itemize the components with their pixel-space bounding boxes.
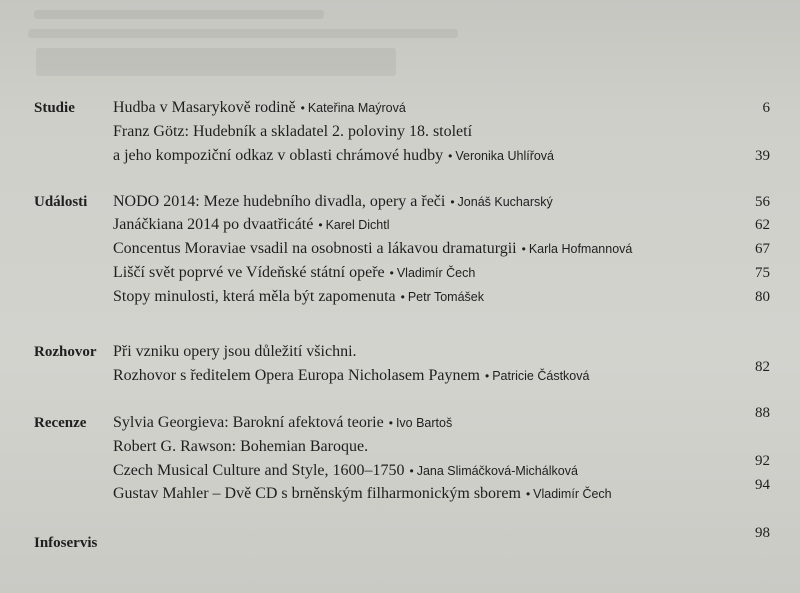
section-heading-studie: Studie bbox=[34, 100, 75, 116]
section-heading-infoservis[interactable]: Infoservis bbox=[34, 535, 98, 551]
page-number: 39 bbox=[755, 148, 770, 164]
entry-title: Gustav Mahler – Dvě CD s brněnským filharmonickým sborem bbox=[113, 485, 521, 502]
separator-dot: • bbox=[450, 195, 455, 209]
page-number: 92 bbox=[755, 453, 770, 469]
separator-dot: • bbox=[521, 242, 526, 256]
toc-row bbox=[0, 97, 800, 119]
entry-title: Sylvia Georgieva: Barokní afektová teorie bbox=[113, 414, 384, 431]
separator-dot: • bbox=[389, 266, 394, 280]
toc-row bbox=[0, 121, 800, 143]
toc-entry[interactable] bbox=[113, 341, 357, 363]
page-number: 6 bbox=[762, 100, 770, 116]
toc-entry[interactable] bbox=[113, 214, 389, 236]
entry-title: Rozhovor s ředitelem Opera Europa Nicholasem Paynem bbox=[113, 367, 480, 384]
section-heading-recenze: Recenze bbox=[34, 415, 87, 431]
separator-dot: • bbox=[448, 149, 453, 163]
bleed-through-text bbox=[28, 0, 548, 95]
entry-title: Liščí svět poprvé ve Vídeňské státní opeře bbox=[113, 264, 385, 281]
toc-row bbox=[0, 191, 800, 213]
entry-author: Petr Tomášek bbox=[407, 290, 485, 304]
toc-entry[interactable] bbox=[113, 145, 554, 167]
entry-title: Franz Götz: Hudebník a skladatel 2. poloviny 18. století bbox=[113, 123, 473, 140]
separator-dot: • bbox=[409, 464, 414, 478]
toc-row bbox=[0, 453, 800, 482]
toc-entry[interactable] bbox=[113, 365, 589, 387]
page-number: 82 bbox=[755, 359, 770, 375]
separator-dot: • bbox=[388, 416, 393, 430]
entry-title: Janáčkiana 2014 po dvaatřicáté bbox=[113, 216, 314, 233]
entry-title: Czech Musical Culture and Style, 1600–1750 bbox=[113, 462, 405, 479]
page-number: 75 bbox=[755, 265, 770, 281]
toc-row bbox=[0, 214, 800, 236]
page-number: 98 bbox=[755, 525, 770, 541]
page-number: 94 bbox=[755, 477, 770, 493]
entry-title: Stopy minulosti, která měla být zapomenuta bbox=[113, 288, 396, 305]
entry-author: Kateřina Maýrová bbox=[307, 101, 406, 115]
page-number: 88 bbox=[755, 405, 770, 421]
toc-row bbox=[0, 341, 800, 363]
toc-row bbox=[0, 436, 800, 458]
toc-row bbox=[0, 477, 800, 505]
toc-row bbox=[0, 359, 800, 387]
page-number: 67 bbox=[755, 241, 770, 257]
entry-author: Karla Hofmannová bbox=[528, 242, 633, 256]
toc-entry[interactable] bbox=[113, 121, 472, 143]
entry-author: Vladimír Čech bbox=[396, 266, 476, 280]
toc-entry[interactable] bbox=[113, 262, 475, 284]
toc-entry[interactable] bbox=[113, 460, 578, 482]
toc-entry[interactable] bbox=[113, 412, 452, 434]
entry-author: Patricie Částková bbox=[492, 369, 590, 383]
entry-author: Veronika Uhlířová bbox=[455, 149, 555, 163]
entry-title: Při vzniku opery jsou důležití všichni. bbox=[113, 343, 357, 360]
toc-row bbox=[0, 286, 800, 308]
separator-dot: • bbox=[400, 290, 405, 304]
section-heading-udalosti: Události bbox=[34, 194, 88, 210]
toc-entry[interactable] bbox=[113, 286, 484, 308]
separator-dot: • bbox=[485, 369, 490, 383]
page-number: 80 bbox=[755, 289, 770, 305]
entry-author: Jonáš Kucharský bbox=[457, 195, 553, 209]
toc-row bbox=[0, 405, 800, 434]
entry-title: NODO 2014: Meze hudebního divadla, opery a řeči bbox=[113, 193, 446, 210]
entry-author: Jana Slimáčková-Michálková bbox=[416, 464, 578, 478]
toc-entry[interactable] bbox=[113, 483, 612, 505]
toc-row bbox=[0, 145, 800, 167]
toc-entry[interactable] bbox=[113, 436, 368, 458]
section-heading-rozhovor: Rozhovor bbox=[34, 344, 97, 360]
separator-dot: • bbox=[318, 218, 323, 232]
entry-title: Concentus Moraviae vsadil na osobnosti a lákavou dramaturgii bbox=[113, 240, 517, 257]
entry-author: Vladimír Čech bbox=[533, 487, 612, 501]
toc-entry[interactable] bbox=[113, 191, 553, 213]
page-number: 62 bbox=[755, 217, 770, 233]
toc-entry[interactable] bbox=[113, 238, 632, 260]
toc-row bbox=[0, 525, 800, 554]
entry-title: Hudba v Masarykově rodině bbox=[113, 99, 296, 116]
page-number: 56 bbox=[755, 194, 770, 210]
toc-row bbox=[0, 238, 800, 260]
toc-entry[interactable] bbox=[113, 97, 406, 119]
separator-dot: • bbox=[525, 487, 531, 501]
entry-title: a jeho kompoziční odkaz v oblasti chrámové hudby bbox=[113, 147, 444, 164]
toc-row bbox=[0, 262, 800, 284]
entry-title: Robert G. Rawson: Bohemian Baroque. bbox=[113, 438, 369, 455]
entry-author: Ivo Bartoš bbox=[395, 416, 453, 430]
separator-dot: • bbox=[300, 101, 305, 115]
entry-author: Karel Dichtl bbox=[325, 218, 390, 232]
